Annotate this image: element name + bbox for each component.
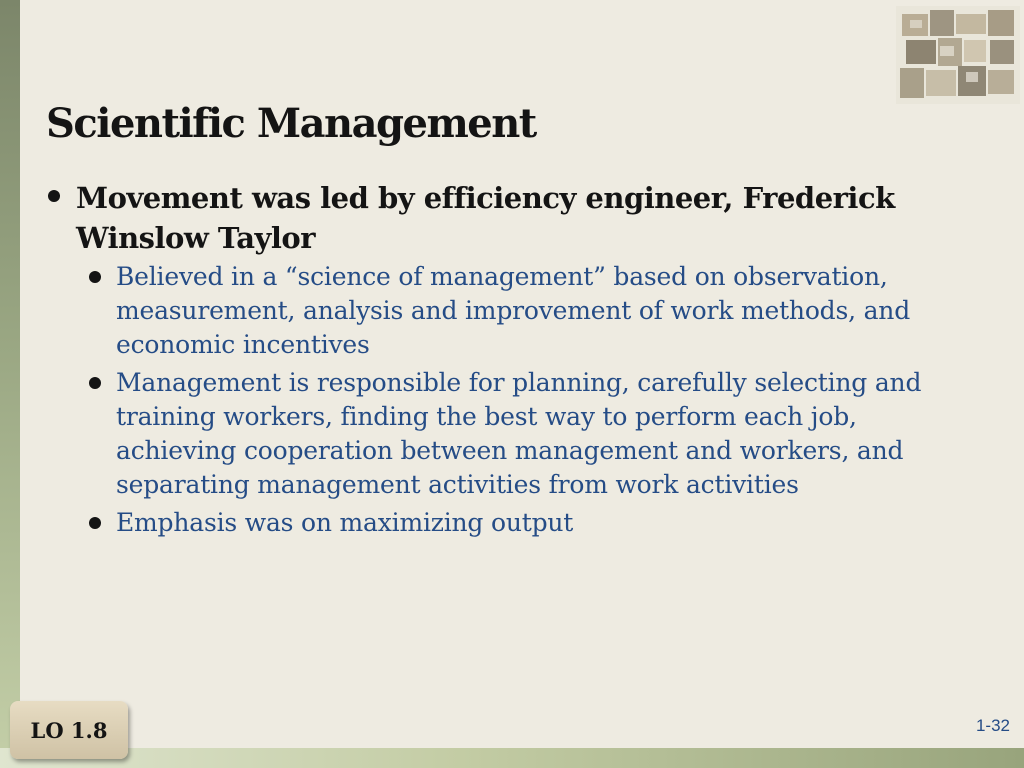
- main-bullet-text: Movement was led by efficiency engineer, Frederick Winslow Taylor: [76, 181, 895, 255]
- learning-objective-badge: LO 1.8: [10, 701, 128, 759]
- bullet-icon: [89, 271, 101, 283]
- sub-bullet: [116, 506, 946, 540]
- main-bullet: [46, 178, 946, 258]
- sub-bullet-list: [46, 260, 946, 540]
- slide-content: [46, 178, 946, 544]
- sub-bullet-text: Management is responsible for planning, carefully selecting and training workers, finding the best way to perform each job, achieving cooperation between management and workers, and separating management activities from work activities: [116, 368, 922, 499]
- sub-bullet: [116, 260, 946, 362]
- left-accent-bar: [0, 0, 20, 768]
- sub-bullet: [116, 366, 946, 502]
- sub-bullet-text: Believed in a “science of management” based on observation, measurement, analysis and improvement of work methods, and economic incentives: [116, 262, 911, 359]
- sub-bullet-text: Emphasis was on maximizing output: [116, 508, 574, 537]
- bullet-icon: [89, 377, 101, 389]
- slide-number: 1-32: [975, 716, 1010, 735]
- bullet-icon: [89, 517, 101, 529]
- slide-title: Scientific Management: [46, 100, 536, 147]
- office-photo-collage: [896, 6, 1020, 104]
- bullet-icon: [48, 190, 60, 202]
- bottom-accent-bar: [0, 748, 1024, 768]
